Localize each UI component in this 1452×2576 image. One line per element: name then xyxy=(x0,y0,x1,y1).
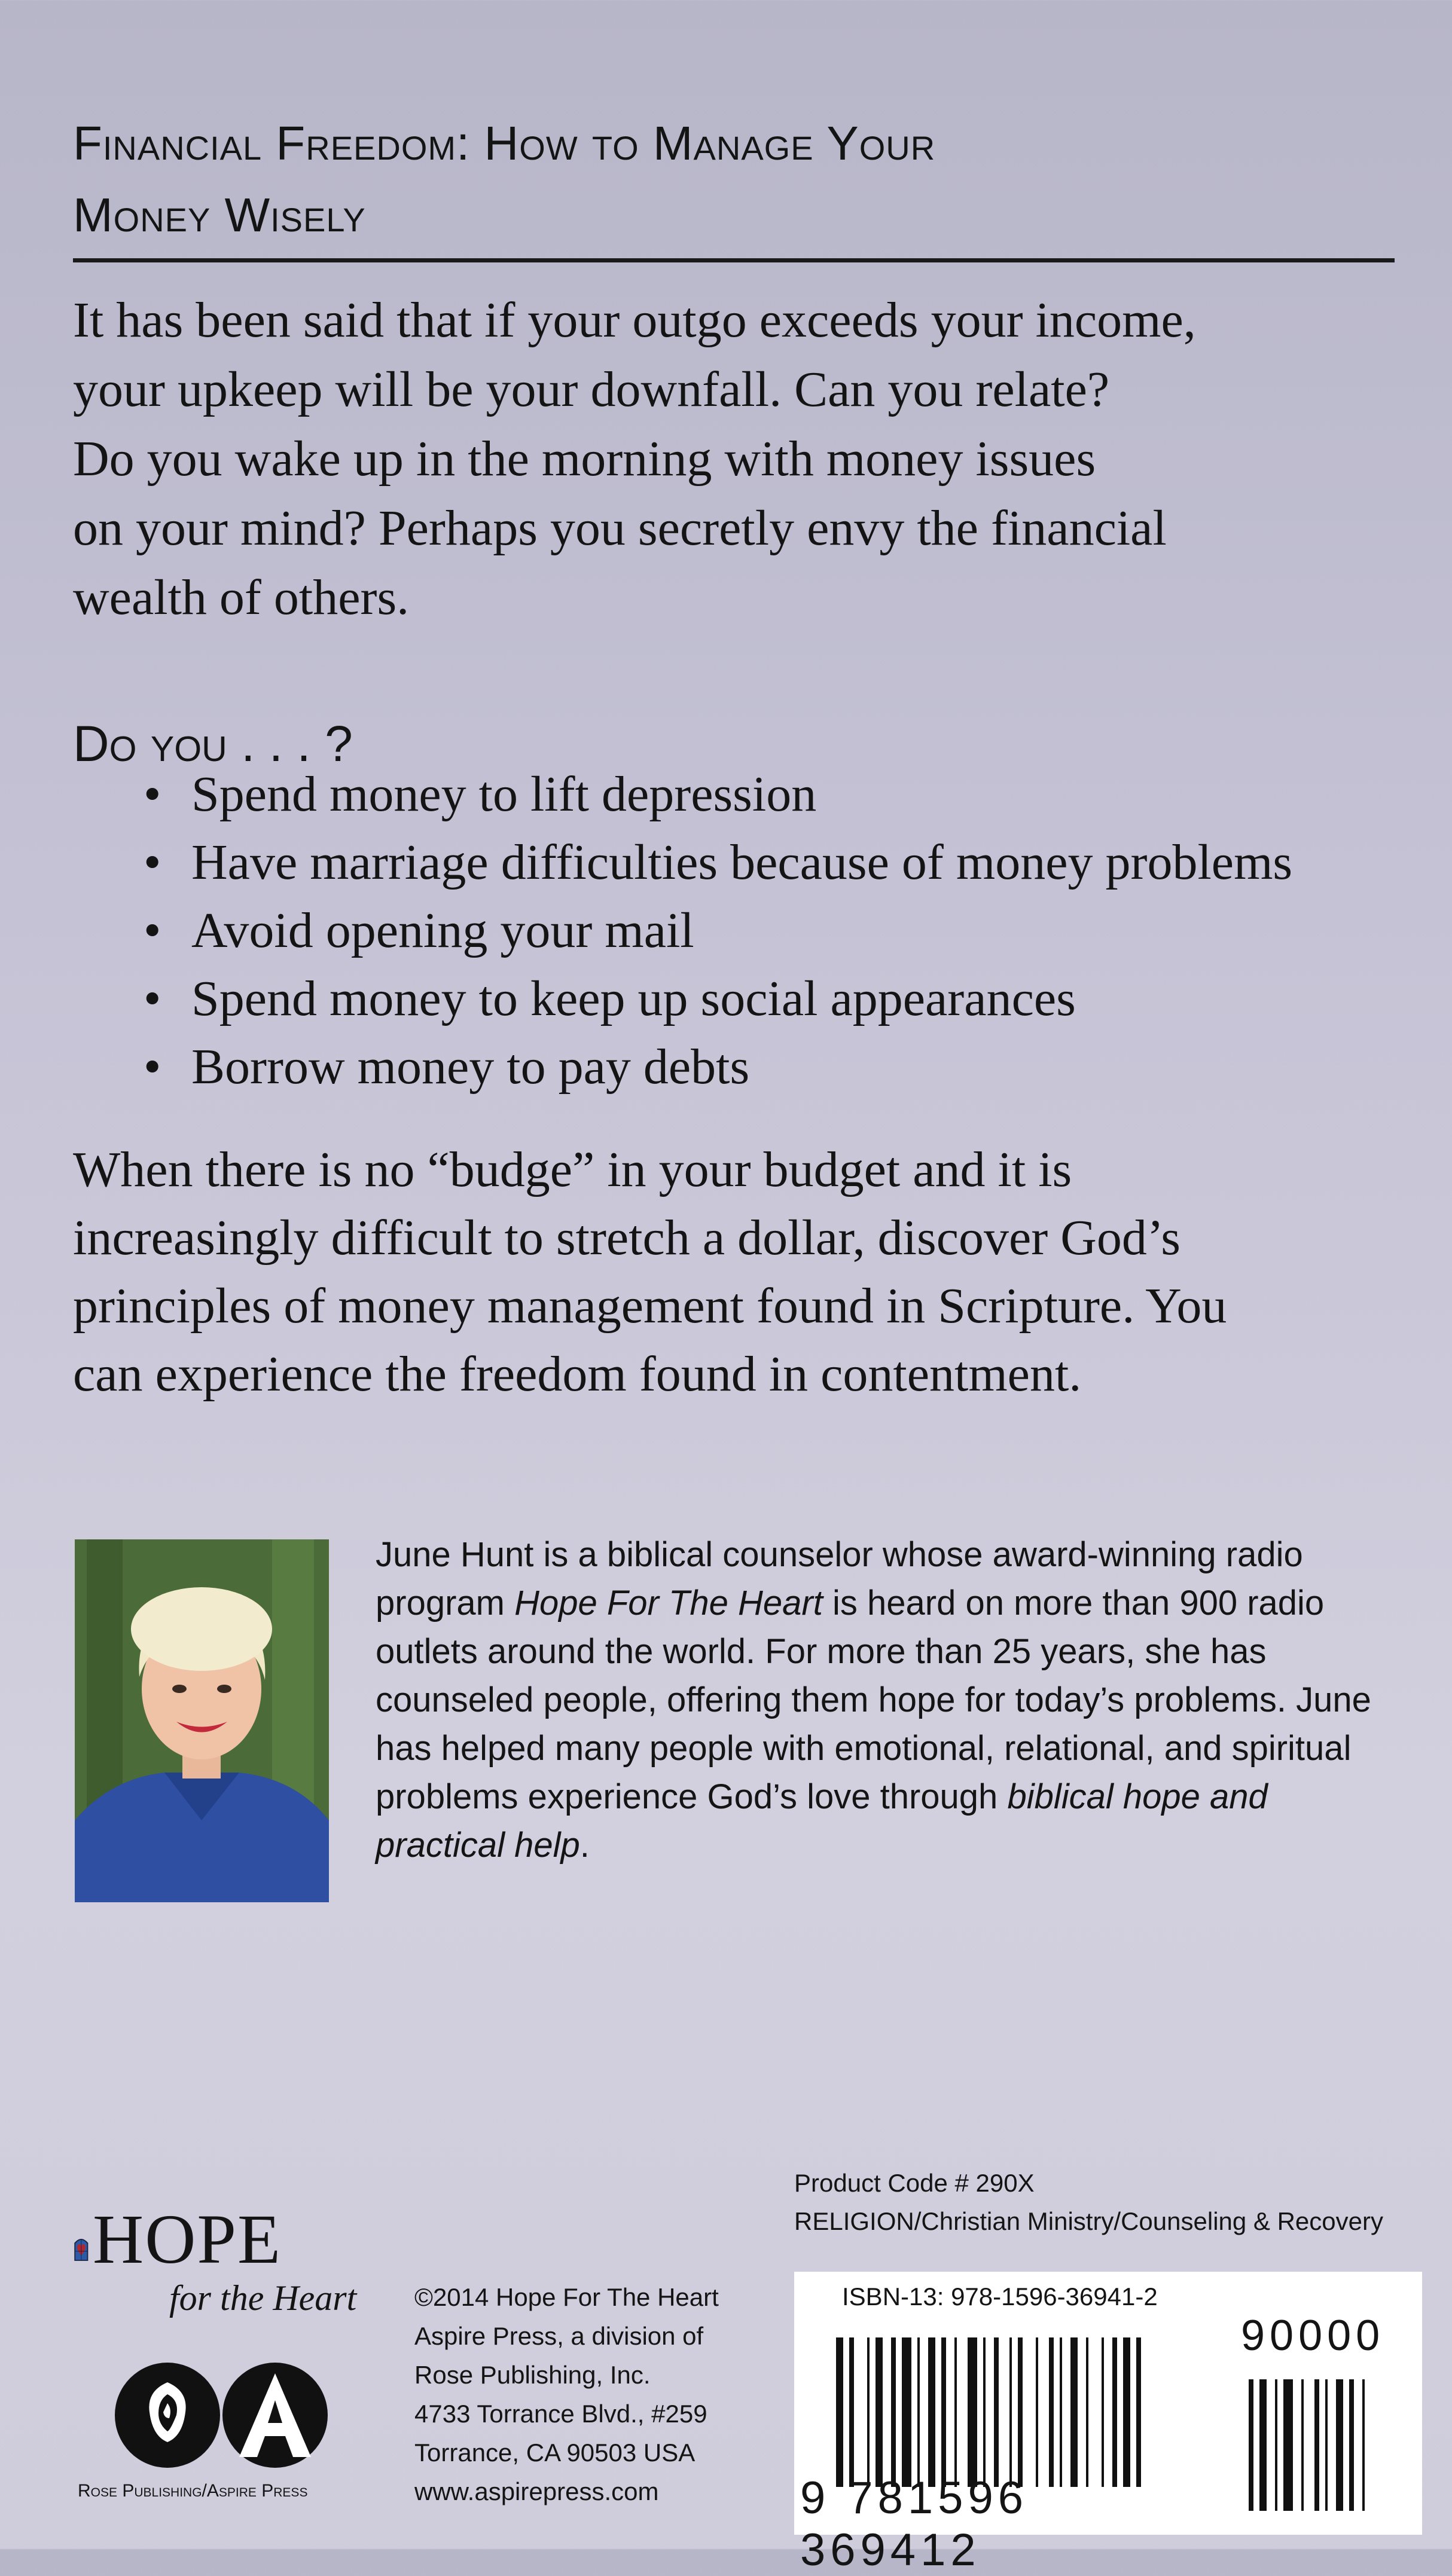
bio-text: June Hunt is a biblical counselor whose award-winning radio program xyxy=(376,1535,1303,1622)
intro-line: Do you wake up in the morning with money issues xyxy=(73,431,1096,487)
copyright-block xyxy=(414,2278,773,2511)
for-the-heart-logo-text: for the Heart xyxy=(169,2278,357,2318)
isbn-number: ISBN-13: 978-1596-36941-2 xyxy=(842,2282,1158,2311)
barcode-addon-bar xyxy=(1301,2379,1304,2511)
barcode-bar xyxy=(1102,2337,1104,2487)
barcode-bar xyxy=(849,2337,854,2487)
barcode-bar xyxy=(1060,2337,1062,2487)
bio-text: . xyxy=(579,1826,590,1865)
barcode-bar xyxy=(1049,2337,1054,2487)
product-code: Product Code # 290X xyxy=(794,2169,1035,2197)
bio-emphasis: biblical hope and practical help xyxy=(376,1777,1268,1865)
barcode-bar xyxy=(902,2337,911,2487)
barcode-bar xyxy=(941,2337,946,2487)
intro-line: wealth of others. xyxy=(73,570,410,625)
barcode-addon-bar xyxy=(1259,2379,1267,2511)
barcode-bar xyxy=(917,2337,920,2487)
do-you-heading: Do you . . . ? xyxy=(73,716,353,772)
list-item: • Spend money to keep up social appearances xyxy=(144,965,1399,1033)
barcode-bar xyxy=(891,2337,896,2487)
barcode-addon-bar xyxy=(1336,2379,1343,2511)
barcode-addon-bar xyxy=(1325,2379,1328,2511)
publisher-line: Rose Publishing, Inc. xyxy=(414,2361,651,2389)
author-bio xyxy=(376,1530,1392,1869)
bio-text: is heard on more than 900 radio outlets around the world. For more than 25 years, she has counseled people, offering them hope for today’s problems. June has helped many people with emotional, relational, and spiritual problems experience God’s love through xyxy=(376,1584,1371,1816)
author-portrait-illustration xyxy=(75,1539,329,1902)
barcode-bar xyxy=(1136,2337,1141,2487)
author-photo xyxy=(75,1539,329,1902)
closing-paragraph xyxy=(73,1136,1389,1408)
rose-aspire-logo-icon xyxy=(111,2358,338,2472)
title-line-1: Financial Freedom: How to Manage Your xyxy=(73,117,936,170)
list-item: • Borrow money to pay debts xyxy=(144,1033,1399,1101)
barcode-bar xyxy=(968,2337,977,2487)
closing-line: can experience the freedom found in contentment. xyxy=(73,1346,1082,1402)
bio-program-name: Hope For The Heart xyxy=(514,1584,823,1622)
book-title xyxy=(73,108,1389,251)
barcode-bar xyxy=(994,2337,999,2487)
closing-line: principles of money management found in Scripture. You xyxy=(73,1278,1227,1334)
barcode-bar xyxy=(954,2337,957,2487)
barcode-addon-bar xyxy=(1283,2379,1293,2511)
address-line: Torrance, CA 90503 USA xyxy=(414,2439,696,2467)
barcode-bar xyxy=(1009,2337,1012,2487)
barcode-bar xyxy=(876,2337,883,2487)
publisher-line: Aspire Press, a division of xyxy=(414,2322,704,2350)
barcode-bar xyxy=(1112,2337,1117,2487)
address-line: 4733 Torrance Blvd., #259 xyxy=(414,2400,707,2428)
barcode-bar xyxy=(867,2337,870,2487)
intro-paragraph xyxy=(73,286,1389,632)
do-you-list xyxy=(144,760,1399,1101)
barcode-bar xyxy=(1123,2337,1130,2487)
copyright-line: ©2014 Hope For The Heart xyxy=(414,2283,719,2311)
barcode-addon-bar xyxy=(1349,2379,1354,2511)
barcode-bar xyxy=(1018,2337,1023,2487)
barcode-bar xyxy=(1036,2337,1038,2487)
title-line-2: Money Wisely xyxy=(73,188,366,242)
barcode-addon-bar xyxy=(1314,2379,1319,2511)
barcode-bar xyxy=(1086,2337,1088,2487)
closing-line: When there is no “budge” in your budget and it is xyxy=(73,1142,1072,1197)
product-info xyxy=(794,2164,1383,2241)
barcode-bar xyxy=(983,2337,986,2487)
barcode-addon-bar xyxy=(1275,2379,1277,2511)
barcode-bar xyxy=(836,2337,843,2487)
product-category: RELIGION/Christian Ministry/Counseling & Recovery xyxy=(794,2207,1383,2235)
barcode-addon-bar xyxy=(1362,2379,1365,2511)
price-addon-code: 90000 xyxy=(1241,2312,1385,2360)
barcode-bar xyxy=(928,2337,935,2487)
barcode-bar xyxy=(1070,2337,1078,2487)
website-line: www.aspirepress.com xyxy=(414,2477,659,2505)
list-item: • Avoid opening your mail xyxy=(144,897,1399,965)
closing-line: increasingly difficult to stretch a dollar, discover God’s xyxy=(73,1210,1180,1266)
intro-line: your upkeep will be your downfall. Can you relate? xyxy=(73,362,1110,417)
intro-line: on your mind? Perhaps you secretly envy the financial xyxy=(73,500,1167,556)
list-item: • Spend money to lift depression xyxy=(144,760,1399,829)
list-item: • Have marriage difficulties because of money problems xyxy=(144,829,1399,897)
rose-publishing-caption: Rose Publishing/Aspire Press xyxy=(78,2481,308,2501)
title-divider xyxy=(73,258,1395,262)
intro-line: It has been said that if your outgo exceeds your income, xyxy=(73,292,1196,348)
hope-logo-text: HOPE xyxy=(93,2200,282,2278)
barcode-addon-bar xyxy=(1249,2379,1253,2511)
barcode-digits: 9 781596 369412 xyxy=(800,2473,1028,2575)
